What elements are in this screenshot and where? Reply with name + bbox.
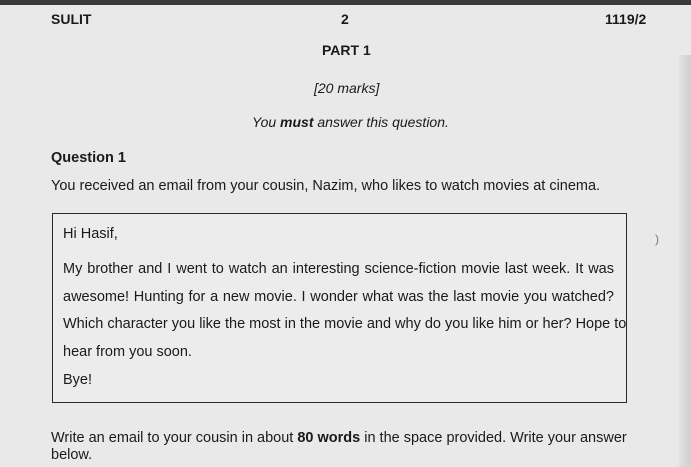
margin-mark: ) bbox=[655, 232, 659, 246]
paper-code: 1119/2 bbox=[605, 11, 647, 27]
email-line-1: My brother and I went to watch an interesting science-fiction movie last week. It was bbox=[63, 261, 614, 277]
question-number: Question 1 bbox=[51, 150, 126, 166]
email-line-3: Which character you like the most in the movie and why do you like him or her? Hope to bbox=[63, 316, 627, 332]
marks-label: [20 marks] bbox=[314, 80, 380, 96]
instruction: You must answer this question. bbox=[252, 114, 449, 130]
page-number: 2 bbox=[341, 11, 349, 27]
task-instruction: Write an email to your cousin in about 80 words in the space provided. Write your answer bbox=[51, 430, 627, 446]
email-greeting: Hi Hasif, bbox=[63, 226, 118, 242]
page-right-edge bbox=[679, 55, 691, 467]
header-sulit: SULIT bbox=[51, 11, 92, 27]
task-instruction-line2: below. bbox=[51, 447, 93, 463]
email-box bbox=[52, 213, 627, 403]
top-edge-bar bbox=[0, 0, 691, 5]
email-line-4: hear from you soon. bbox=[63, 344, 192, 360]
email-line-2: awesome! Hunting for a new movie. I wonder what was the last movie you watched? bbox=[63, 289, 614, 305]
email-signoff: Bye! bbox=[63, 372, 93, 388]
part-title: PART 1 bbox=[322, 42, 371, 58]
question-prompt: You received an email from your cousin, Nazim, who likes to watch movies at cinema. bbox=[51, 178, 601, 194]
